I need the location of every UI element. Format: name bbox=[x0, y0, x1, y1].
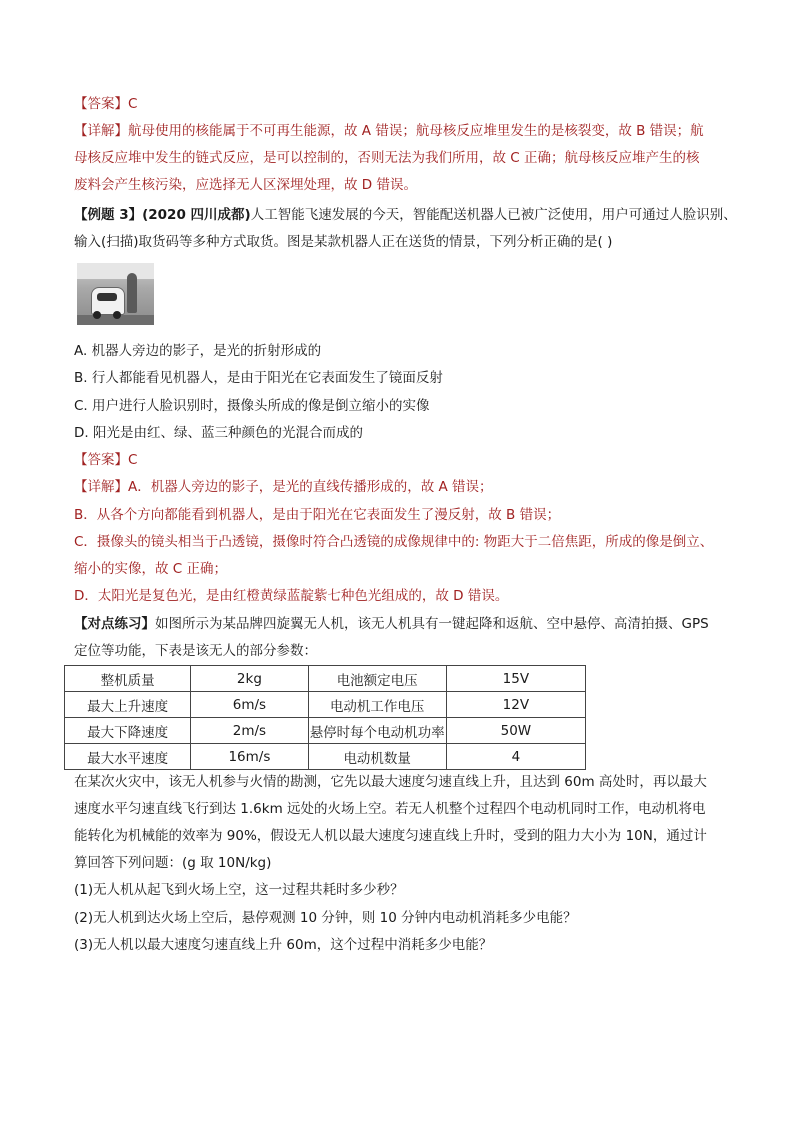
practice-body-line-2: 速度水平匀速直线飞行到达 1.6km 远处的火场上空。若无人机整个过程四个电动机同时工作，电动机将电 bbox=[74, 801, 706, 817]
detail-1-line-3: 废料会产生核污染，应选择无人区深埋处理，故 D 错误。 bbox=[74, 177, 417, 193]
table-row: 整机质量 2kg 电池额定电压 15V bbox=[65, 666, 586, 692]
example-3-label: 【例题 3】 bbox=[74, 207, 143, 223]
answer-1-label: 【答案】 bbox=[74, 96, 128, 112]
detail-2-line-3: C．摄像头的镜头相当于凸透镜，摄像时符合凸透镜的成像规律中的: 物距大于二倍焦距，所成的像是倒立、 bbox=[74, 534, 714, 550]
practice-body-line-1: 在某次火灾中，该无人机参与火情的勘测，它先以最大速度匀速直线上升，且达到 60m 高处时，再以最大 bbox=[74, 774, 707, 790]
question-2: (2)无人机到达火场上空后，悬停观测 10 分钟，则 10 分钟内电动机消耗多少电能？ bbox=[74, 910, 577, 926]
delivery-robot-photo bbox=[77, 263, 154, 325]
question-1: (1)无人机从起飞到火场上空，这一过程共耗时多少秒？ bbox=[74, 882, 404, 898]
answer-1 bbox=[74, 94, 137, 114]
answer-2-value: C bbox=[128, 452, 138, 468]
table-row: 最大上升速度 6m/s 电动机工作电压 12V bbox=[65, 692, 586, 718]
drone-parameter-table bbox=[64, 665, 586, 770]
example-3-source: (2020 四川成都) bbox=[142, 207, 251, 223]
question-3: (3)无人机以最大速度匀速直线上升 60m，这个过程中消耗多少电能？ bbox=[74, 937, 493, 953]
practice-body-line-4: 算回答下列问题：(g 取 10N/kg) bbox=[74, 855, 272, 871]
option-a: A. 机器人旁边的影子，是光的折射形成的 bbox=[74, 343, 322, 359]
answer-2-label: 【答案】 bbox=[74, 452, 128, 468]
detail-2-line-1: 【详解】A．机器人旁边的影子，是光的直线传播形成的，故 A 错误； bbox=[74, 479, 493, 495]
practice-line-1: 【对点练习】如图所示为某品牌四旋翼无人机，该无人机具有一键起降和返航、空中悬停、高清拍摄、GPS bbox=[74, 616, 709, 632]
practice-body-line-3: 能转化为机械能的效率为 90%，假设无人机以最大速度匀速直线上升时，受到的阻力大小为 10N，通过计 bbox=[74, 828, 707, 844]
example-3-line-2: 输入(扫描)取货码等多种方式取货。图是某款机器人正在送货的情景，下列分析正确的是( ) bbox=[74, 234, 613, 250]
detail-2-label: 【详解】 bbox=[74, 479, 128, 495]
practice-label: 【对点练习】 bbox=[74, 616, 155, 632]
detail-2-line-4: 缩小的实像，故 C 正确； bbox=[74, 561, 228, 577]
detail-2-line-5: D．太阳光是复色光，是由红橙黄绿蓝靛紫七种色光组成的，故 D 错误。 bbox=[74, 588, 509, 604]
example-3-line-1: 【例题 3】(2020 四川成都)人工智能飞速发展的今天，智能配送机器人已被广泛使用，用户可通过人脸识别、 bbox=[74, 207, 737, 223]
table-row: 最大下降速度 2m/s 悬停时每个电动机功率 50W bbox=[65, 718, 586, 744]
table-row: 最大水平速度 16m/s 电动机数量 4 bbox=[65, 744, 586, 770]
option-c: C. 用户进行人脸识别时，摄像头所成的像是倒立缩小的实像 bbox=[74, 398, 430, 414]
detail-1-line-2: 母核反应堆中发生的链式反应，是可以控制的，否则无法为我们所用，故 C 正确；航母核反应堆产生的核 bbox=[74, 150, 700, 166]
option-d: D. 阳光是由红、绿、蓝三种颜色的光混合而成的 bbox=[74, 425, 363, 441]
answer-1-value: C bbox=[128, 96, 138, 112]
answer-2 bbox=[74, 450, 137, 470]
detail-1-label: 【详解】 bbox=[74, 123, 128, 139]
option-b: B. 行人都能看见机器人，是由于阳光在它表面发生了镜面反射 bbox=[74, 370, 443, 386]
detail-1-line-1: 【详解】航母使用的核能属于不可再生能源，故 A 错误；航母核反应堆里发生的是核裂变，故 B 错误；航 bbox=[74, 123, 704, 139]
practice-line-2: 定位等功能，下表是该无人的部分参数： bbox=[74, 643, 317, 659]
detail-2-line-2: B．从各个方向都能看到机器人，是由于阳光在它表面发生了漫反射，故 B 错误； bbox=[74, 507, 561, 523]
